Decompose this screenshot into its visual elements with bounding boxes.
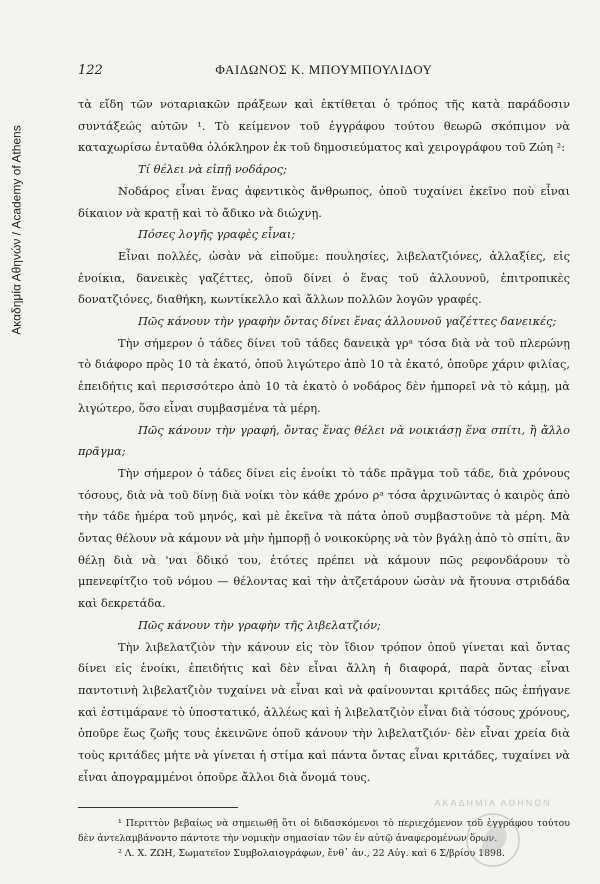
paragraph: τὰ εἴδη τῶν νοταριακῶν πράξεων καὶ ἐκτίθεται ὁ τρόπος τῆς κατὰ παράδοσιν συντάξεώς αὐτῶν ¹. Τὸ κείμενον τοῦ ἐγγράφου τούτου θεωρῶ σκόπιμον νὰ καταχωρίσω ἐνταῦθα ὁλόκληρον ἐκ τοῦ δημοσιεύματος καὶ χειρογράφου τοῦ Ζώη ²: [78, 97, 570, 155]
athena-head-icon [463, 810, 523, 868]
page-number: 122 [78, 63, 103, 78]
footnote-divider [78, 807, 238, 808]
body-text [78, 94, 570, 789]
archive-side-label [10, 40, 24, 420]
footnote-2: ² Λ. Χ. ΖΩΗ, Σωματεῖον Συμβολαιογράφων, ἔνθ᾽ ἀν., 22 Αὐγ. καὶ 6 Σ/βρίου 1898. [118, 847, 505, 859]
question-paragraph: Πόσες λογῆς γραφὲς εἶναι; [138, 227, 296, 242]
answer-paragraph: Τὴν λιβελατζιὸν τὴν κάνουν εἰς τὸν ἴδιον τρόπον ὁποῦ γίνεται καὶ ὄντας δίνει εἰς ἐνοίκι, ἐπειδήτις καὶ δὲν εἶναι ἄλλη ἡ διαφορά, παρὰ ὄντας εἶναι παντοτινὴ λιβελατζιὸν τυχαίνει νὰ εἶναι καὶ νὰ φαίνουνται κριτάδες πῶς ἐπήγανε καὶ ἐστιμάρανε τὸ ὑποστατικό, ἀλλέως καὶ ἡ λιβελατζιὸν εἶναι διὰ τόσους χρόνους, ὁποῦρε ἕως ζωῆς τους ἐκεινῶνε ὁποῦ κάνουν τὴν λιβελατζιόν· δὲν εἶναι χρεία διὰ τοὺς κριτάδες μήτε νὰ γίνεται ἡ στίμα καὶ πάντα ὄντας εἶναι κριτάδες, τυχαίνει νὰ εἶναι ἀπογραμμένοι ὁποῦρε ἄλλοι διὰ ὄνομά τους. [78, 639, 570, 784]
answer-paragraph: Τὴν σήμερον ὁ τάδες δίνει εἰς ἐνοίκι τὸ τάδε πρᾶγμα τοῦ τάδε, διὰ χρόνους τόσους, διὰ νὰ τοῦ δίνῃ διὰ νοίκι τὸν κάθε χρόνο ρᵃ τόσα ἀρχινῶντας ὁ καιρὸς ἀπὸ τὴν τάδε ἡμέρα τοῦ μηνός, καὶ μὲ ἐκεῖνα τὰ πάτα ὁποῦ συμβαστοῦνε τὰ μέρη. Μὰ ὄντας θέλουν νὰ κάμουν νὰ μὴν ἠμπορῇ ὁ νοικοκύρης νὰ τὸν βγάλῃ ἀπὸ τὸ σπίτι, ἂν θέλῃ διὰ νὰ 'ναι δδικό του, ἐτότες πρέπει νὰ κάμουν πῶς ρεφονδάρουν τὸ μπενεφίτζιο τοῦ νόμου — θέλοντας καὶ τὴν ἀτζετάρουν ὡσὰν νὰ ἤτουνα στριδάδα καὶ δεκρετάδα. [78, 465, 570, 611]
running-title: ΦΑΙΔΩΝΟΣ Κ. ΜΠΟΥΜΠΟΥΛΙΔΟΥ [215, 62, 433, 77]
footnote-1: ¹ Περιττὸν βεβαίως νὰ σημειωθῇ ὅτι οἱ διδασκόμενοι τὸ περιεχόμενον τοῦ ἐγγράφου τούτου δὲν ἀντελαμβάνοντο πάντοτε τὴν νομικὴν σημασίαν τῶν ἐν αὐτῷ ἀναφερομένων ὅρων. [78, 817, 570, 844]
academy-watermark [418, 790, 568, 870]
question-paragraph: Πῶς κάνουν τὴν γραφή, ὄντας ἕνας θέλει νὰ νοικιάσῃ ἕνα σπίτι, ἢ ἄλλο πρᾶγμα; [78, 422, 570, 459]
watermark-text: ΑΚΑΔΗΜΙΑ ΑΘΗΝΩΝ [434, 798, 552, 808]
answer-paragraph: Εἶναι πολλές, ὡσὰν νὰ εἰποῦμε: πουλησίες, λιβελατζιόνες, ἀλλαξίες, εἰς ἐνοίκια, δανεικὲς γαζέττες, ὁποῦ δίνει ὁ ἕνας τοῦ ἀλλουνοῦ, ἐπιτροπικὲς δονατζιόνες, διαθήκη, κωντίκελλο καὶ ἄλλων πολλῶν λογῶν γραφές. [78, 248, 570, 307]
archive-side-label-text: Ακαδημία Αθηνών / Academy of Athens [10, 125, 24, 335]
answer-paragraph: Τὴν σήμερον ὁ τάδες δίνει τοῦ τάδες δανεικὰ γρᵃ τόσα διὰ νὰ τοῦ πλερώνῃ τὸ διάφορο πρὸς 10 τὰ ἑκατό, ὁποῦ λιγώτερο ἀπὸ 10 τὰ ἑκατό, ὁποῦρε χάριν φιλίας, ἐπειδήτις καὶ περισσότερο ἀπὸ 10 τὰ ἑκατὸ ὁ νοδάρος δὲν ἠμπορεῖ νὰ τὸ κάμῃ, μὰ λιγώτερο, ὅσο εἶναι συμβασμένα τὰ μέρη. [78, 335, 570, 415]
answer-paragraph: Νοδάρος εἶναι ἕνας ἀφεντικὸς ἄνθρωπος, ὁποῦ τυχαίνει ἐκεῖνο ποὺ εἶναι δίκαιον νὰ κρατῇ καὶ τὸ ἄδικο νὰ διώχνῃ. [78, 183, 570, 220]
question-paragraph: Πῶς κάνουν τὴν γραφὴν ὄντας δίνει ἕνας ἀλλουνοῦ γαζέττες δανεικές; [138, 314, 557, 329]
question-paragraph: Πῶς κάνουν τὴν γραφὴν τῆς λιβελατζιόν; [138, 617, 381, 632]
question-paragraph: Τί θέλει νὰ εἰπῇ νοδάρος; [138, 162, 287, 177]
page-header [78, 62, 570, 78]
document-page [78, 62, 570, 861]
